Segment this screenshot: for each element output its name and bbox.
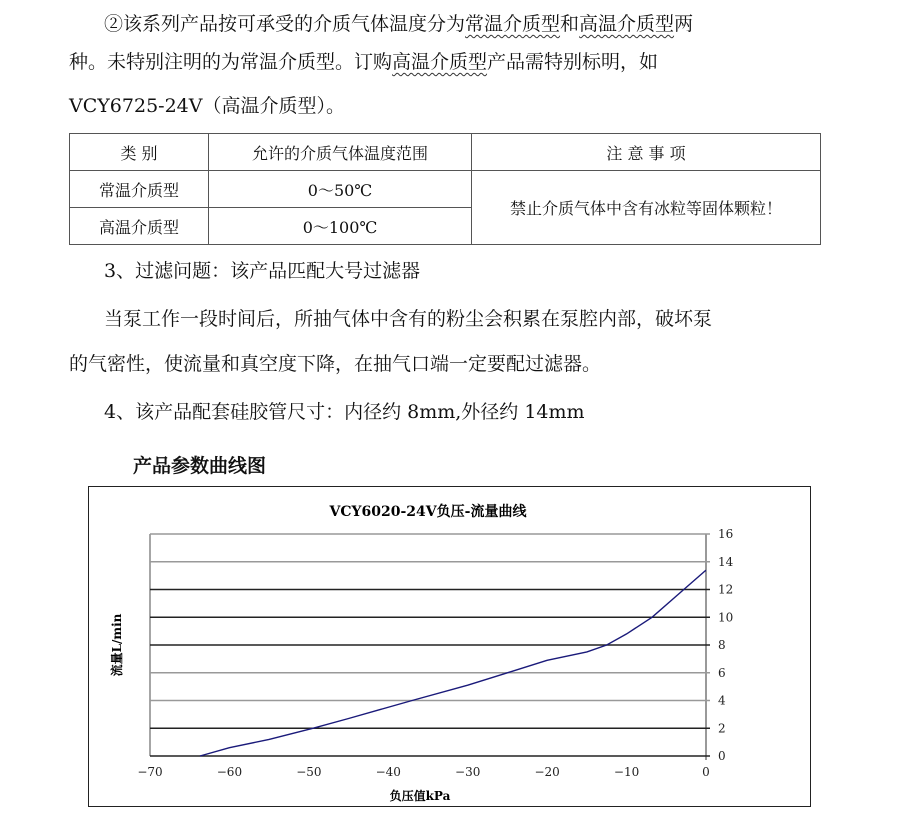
x-tick-label: −30 <box>455 765 481 779</box>
row-range: 0～50℃ <box>209 171 472 208</box>
y-tick-label: 12 <box>718 582 734 597</box>
y-tick-label: 14 <box>718 554 734 569</box>
y-tick-label: 10 <box>718 610 734 625</box>
x-tick-label: −50 <box>296 765 322 779</box>
chart-title: VCY6020-24V负压-流量曲线 <box>329 504 527 520</box>
row-type: 高温介质型 <box>70 208 209 245</box>
y-tick-label: 16 <box>718 527 734 541</box>
y-axis-label: 流量L/min <box>110 613 124 677</box>
x-tick-label: −60 <box>216 765 243 779</box>
paragraph-1-suffix: 两 <box>674 13 694 35</box>
y-tick-label: 4 <box>718 693 726 708</box>
item-3-body-line-1: 当泵工作一段时间后，所抽气体中含有的粉尘会积累在泵腔内部，破坏泵 <box>104 308 713 330</box>
paragraph-3: VCY6725-24V（高温介质型）。 <box>69 95 345 117</box>
header-type: 类 别 <box>70 134 209 171</box>
paragraph-2-suffix: 产品需特别标明，如 <box>487 51 659 73</box>
x-tick-label: −10 <box>613 765 640 779</box>
x-tick-label: 0 <box>702 765 710 779</box>
term-high-type: 高温介质型 <box>579 13 675 35</box>
paragraph-2-prefix: 种。未特别注明的为常温介质型。订购 <box>69 51 393 73</box>
y-tick-label: 8 <box>718 638 726 652</box>
row-range: 0～100℃ <box>209 208 472 245</box>
x-tick-label: −40 <box>375 765 401 779</box>
y-tick-label: 2 <box>718 721 726 736</box>
y-tick-label: 0 <box>718 749 726 763</box>
header-range: 允许的介质气体温度范围 <box>209 134 472 171</box>
item-3-title: 3、过滤问题：该产品匹配大号过滤器 <box>104 260 421 282</box>
term-normal-type: 常温介质型 <box>465 13 561 35</box>
paragraph-1-conj: 和 <box>560 13 580 35</box>
row-type: 常温介质型 <box>70 171 209 208</box>
header-notes: 注 意 事 项 <box>472 134 821 171</box>
row-note: 禁止介质气体中含有冰粒等固体颗粒！ <box>472 171 821 245</box>
section-heading: 产品参数曲线图 <box>133 455 267 477</box>
item-4: 4、该产品配套硅胶管尺寸：内径约 8mm,外径约 14mm <box>104 401 585 423</box>
x-tick-label: −20 <box>534 765 560 779</box>
x-tick-label: −70 <box>137 765 163 779</box>
term-high-type-2: 高温介质型 <box>392 51 488 73</box>
y-tick-label: 6 <box>718 665 726 680</box>
x-axis-label: 负压值kPa <box>389 789 451 803</box>
item-3-body-line-2: 的气密性，使流量和真空度下降，在抽气口端一定要配过滤器。 <box>69 353 602 375</box>
paragraph-1-prefix: ②该系列产品按可承受的介质气体温度分为 <box>104 13 466 35</box>
